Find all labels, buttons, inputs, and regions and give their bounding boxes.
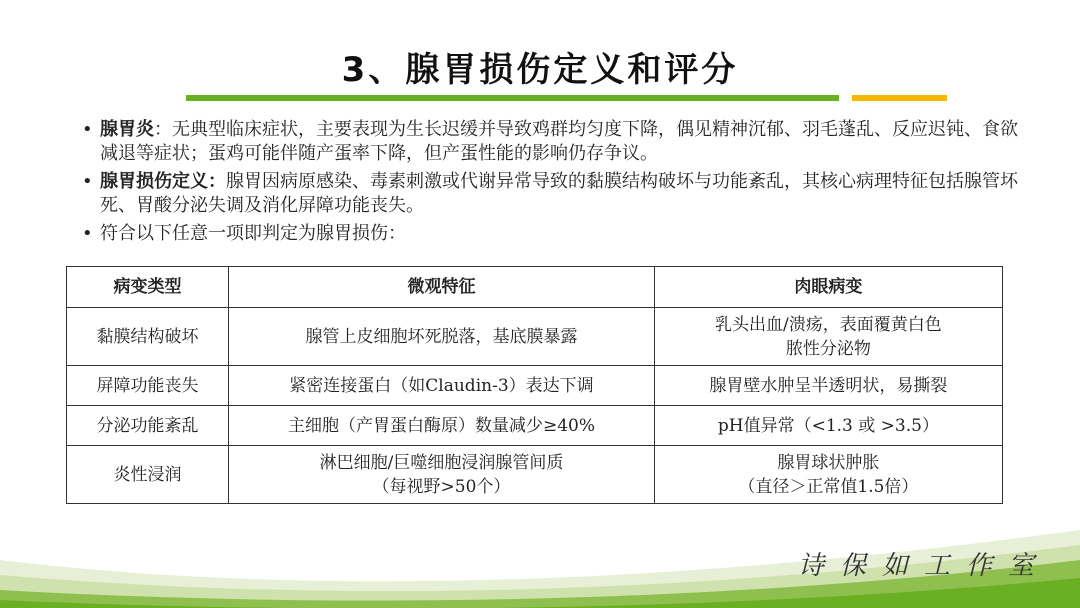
bullet-item [78, 170, 1028, 218]
cell-micro: 主细胞（产胃蛋白酶原）数量减少≥40% [229, 406, 655, 446]
bullet-dot: • [82, 119, 93, 140]
cell-type: 黏膜结构破坏 [67, 308, 229, 366]
page-title: 3、腺胃损伤定义和评分 [341, 50, 739, 90]
bullet-heading: 腺胃炎 [100, 119, 154, 140]
header-type: 病变类型 [67, 267, 229, 308]
bullet-text: ：无典型临床症状，主要表现为生长迟缓并导致鸡群均匀度下降，偶见精神沉郁、羽毛蓬乱、反应迟钝、食欲减退等症状；蛋鸡可能伴随产蛋率下降，但产蛋性能的影响仍存争议。 [100, 119, 1018, 164]
cell-gross [654, 446, 1002, 504]
gross-line: 腺胃球状肿胀 [777, 452, 880, 473]
cell-type: 分泌功能紊乱 [67, 406, 229, 446]
bullet-list [78, 118, 1028, 250]
cell-micro: 紧密连接蛋白（如Claudin-3）表达下调 [229, 366, 655, 406]
table-row [67, 308, 1003, 366]
gross-line: 乳头出血/溃疡，表面覆黄白色 [715, 314, 942, 335]
cell-micro: 腺管上皮细胞坏死脱落，基底膜暴露 [229, 308, 655, 366]
header-micro: 微观特征 [229, 267, 655, 308]
micro-line: （每视野>50个） [372, 476, 511, 497]
table-header-row [67, 267, 1003, 308]
gross-line: （直径＞正常值1.5倍） [738, 476, 919, 497]
bullet-text: 符合以下任意一项即判定为腺胃损伤： [100, 223, 406, 244]
cell-gross [654, 308, 1002, 366]
table-row [67, 446, 1003, 504]
table-row [67, 366, 1003, 406]
table-row [67, 406, 1003, 446]
micro-line: 淋巴细胞/巨噬细胞浸润腺管间质 [319, 452, 564, 473]
bullet-item [78, 118, 1028, 166]
gross-line: 脓性分泌物 [785, 338, 871, 359]
cell-gross: 腺胃壁水肿呈半透明状，易撕裂 [654, 366, 1002, 406]
cell-type: 屏障功能丧失 [67, 366, 229, 406]
cell-gross: pH值异常（<1.3 或 >3.5） [654, 406, 1002, 446]
bullet-heading: 腺胃损伤定义： [100, 171, 226, 192]
bullet-dot: • [82, 171, 93, 192]
cell-micro [229, 446, 655, 504]
bullet-text: 腺胃因病原感染、毒素刺激或代谢异常导致的黏膜结构破坏与功能紊乱，其核心病理特征包括腺管坏死、胃酸分泌失调及消化屏障功能丧失。 [100, 171, 1018, 216]
lesion-table [66, 266, 1003, 504]
title-underline-green [186, 95, 839, 101]
bullet-dot: • [82, 223, 93, 244]
title-underline-yellow [852, 95, 947, 101]
bullet-item [78, 222, 1028, 246]
header-gross: 肉眼病变 [654, 267, 1002, 308]
cell-type: 炎性浸润 [67, 446, 229, 504]
footer-motto: 诗保如工作室 [797, 551, 1050, 581]
